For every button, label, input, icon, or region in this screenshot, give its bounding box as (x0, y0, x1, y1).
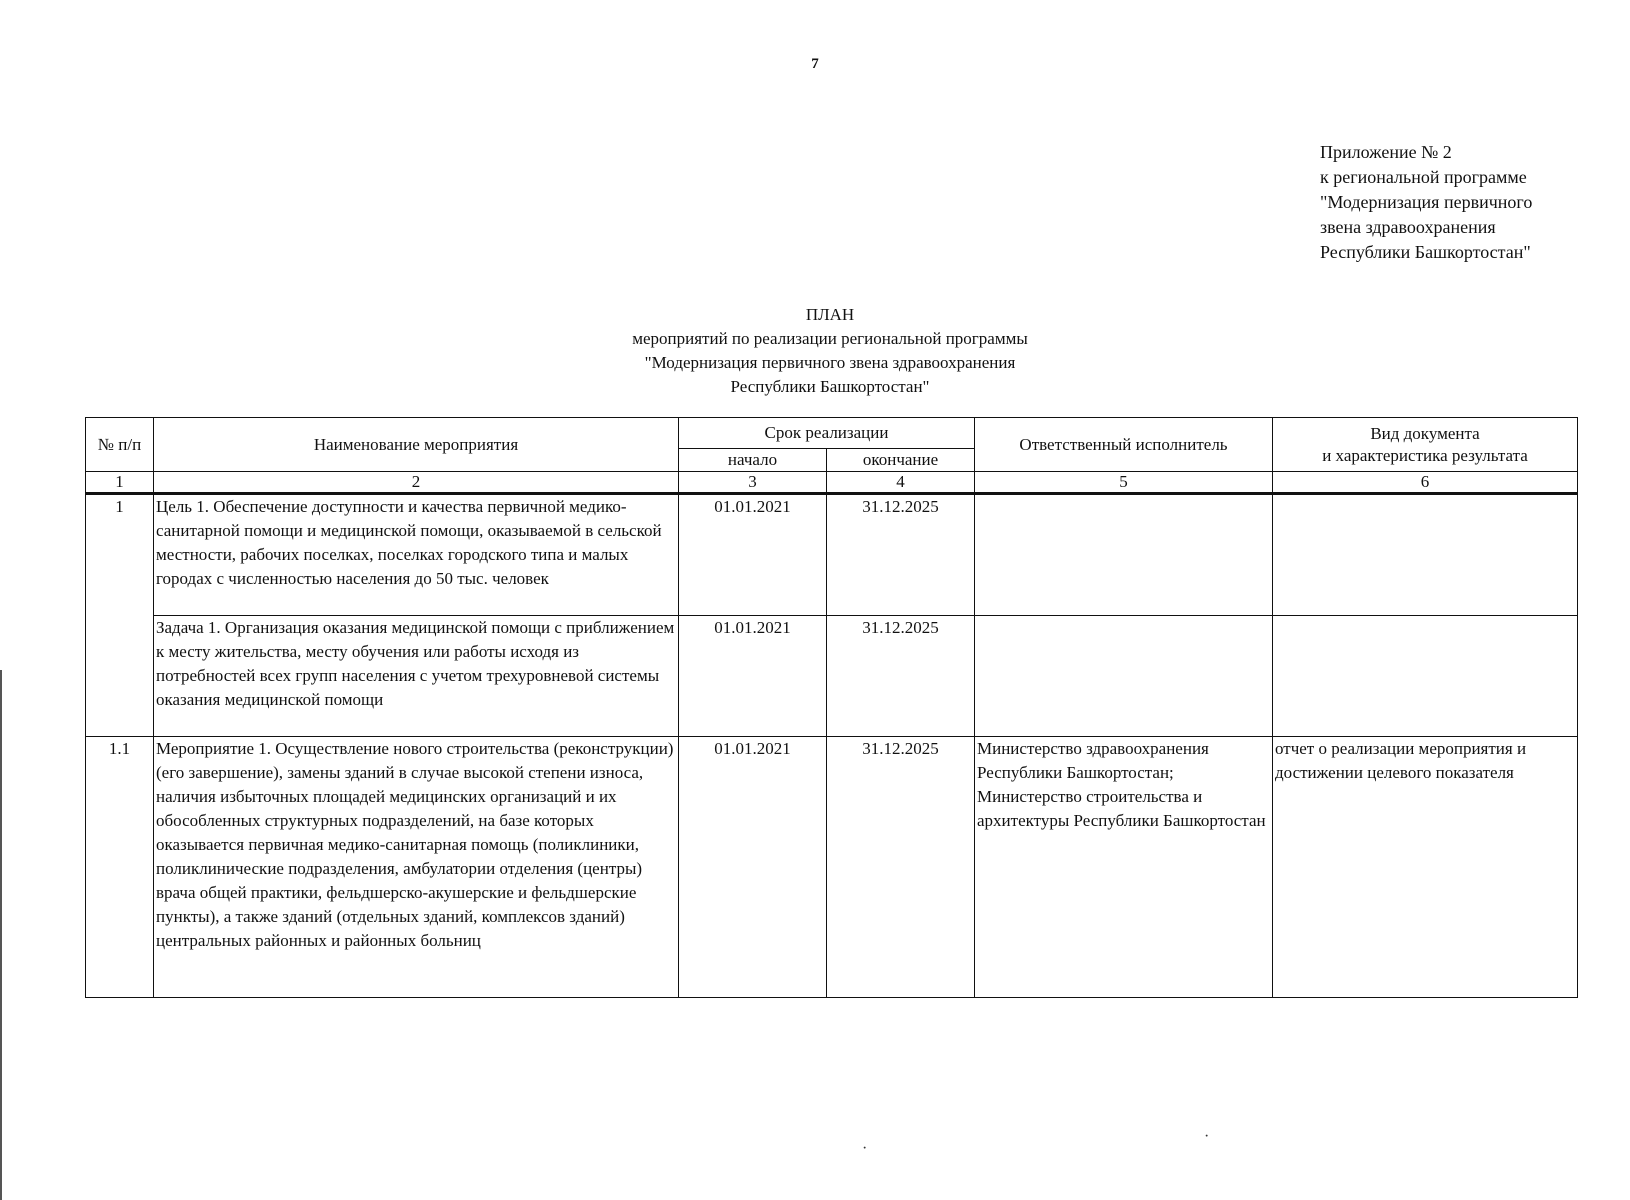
column-number: 4 (827, 472, 975, 494)
appendix-line: к региональной программе (1320, 167, 1527, 187)
header-result (1273, 418, 1578, 472)
column-number-row (86, 472, 1578, 494)
row-responsible: Министерство здравоохранения Республики Башкортостан; Министерство строительства и архитектуры Республики Башкортостан (975, 737, 1273, 998)
header-name: Наименование мероприятия (154, 418, 679, 472)
header-start: начало (679, 449, 827, 472)
plan-title-line: "Модернизация первичного звена здравоохранения (644, 353, 1016, 372)
scan-edge-line (0, 670, 2, 1200)
header-end: окончание (827, 449, 975, 472)
column-number: 2 (154, 472, 679, 494)
table-row (86, 494, 1578, 616)
table-row (86, 616, 1578, 737)
row-end: 31.12.2025 (827, 737, 975, 998)
plan-title-line: мероприятий по реализации региональной программы (632, 329, 1028, 348)
row-end: 31.12.2025 (827, 494, 975, 616)
table-row (86, 737, 1578, 998)
row-num (86, 616, 154, 737)
row-start: 01.01.2021 (679, 737, 827, 998)
row-responsible (975, 494, 1273, 616)
header-num: № п/п (86, 418, 154, 472)
appendix-line: "Модернизация первичного (1320, 192, 1533, 212)
row-num: 1 (86, 494, 154, 616)
row-result (1273, 616, 1578, 737)
row-num: 1.1 (86, 737, 154, 998)
appendix-line: Приложение № 2 (1320, 142, 1452, 162)
header-result-line: и характеристика результата (1322, 445, 1528, 465)
column-number: 5 (975, 472, 1273, 494)
scan-speck: · (862, 1140, 868, 1157)
header-period: Срок реализации (679, 418, 975, 449)
plan-title-line: Республики Башкортостан" (730, 377, 930, 396)
row-name: Мероприятие 1. Осуществление нового строительства (реконструкции) (его завершение), замены зданий в случае высокой степени износа, наличия избыточных площадей медицинских организаций и их обособленных структурных подразделений, на базе которых оказывается первичная медико-санитарная помощь (поликлиники, поликлинические подразделения, амбулатории отделения (центры) врача общей практики, фельдшерско-акушерские и фельдшерские пункты), а также зданий (отдельных зданий, комплексов зданий) центральных районных и районных больниц (154, 737, 679, 998)
appendix-line: звена здравоохранения (1320, 217, 1496, 237)
row-result (1273, 494, 1578, 616)
plan-title (0, 303, 1630, 399)
column-number: 1 (86, 472, 154, 494)
row-start: 01.01.2021 (679, 494, 827, 616)
row-name: Задача 1. Организация оказания медицинской помощи с приближением к месту жительства, месту обучения или работы исходя из потребностей всех групп населения с учетом трехуровневой системы оказания медицинской помощи (154, 616, 679, 737)
header-responsible: Ответственный исполнитель (975, 418, 1273, 472)
row-responsible (975, 616, 1273, 737)
row-name: Цель 1. Обеспечение доступности и качества первичной медико-санитарной помощи и медицинской помощи, оказываемой в сельской местности, рабочих поселках, поселках городского типа и малых городах с численностью населения до 50 тыс. человек (154, 494, 679, 616)
row-start: 01.01.2021 (679, 616, 827, 737)
page-number: 7 (811, 56, 819, 72)
plan-title-line: ПЛАН (805, 305, 855, 324)
column-number: 3 (679, 472, 827, 494)
header-result-line: Вид документа (1370, 423, 1480, 443)
row-result: отчет о реализации мероприятия и достижении целевого показателя (1273, 737, 1578, 998)
row-end: 31.12.2025 (827, 616, 975, 737)
scan-speck: · (1204, 1128, 1210, 1145)
column-number: 6 (1273, 472, 1578, 494)
appendix-block (1320, 140, 1610, 265)
plan-table (85, 417, 1578, 998)
appendix-line: Республики Башкортостан" (1320, 242, 1531, 262)
